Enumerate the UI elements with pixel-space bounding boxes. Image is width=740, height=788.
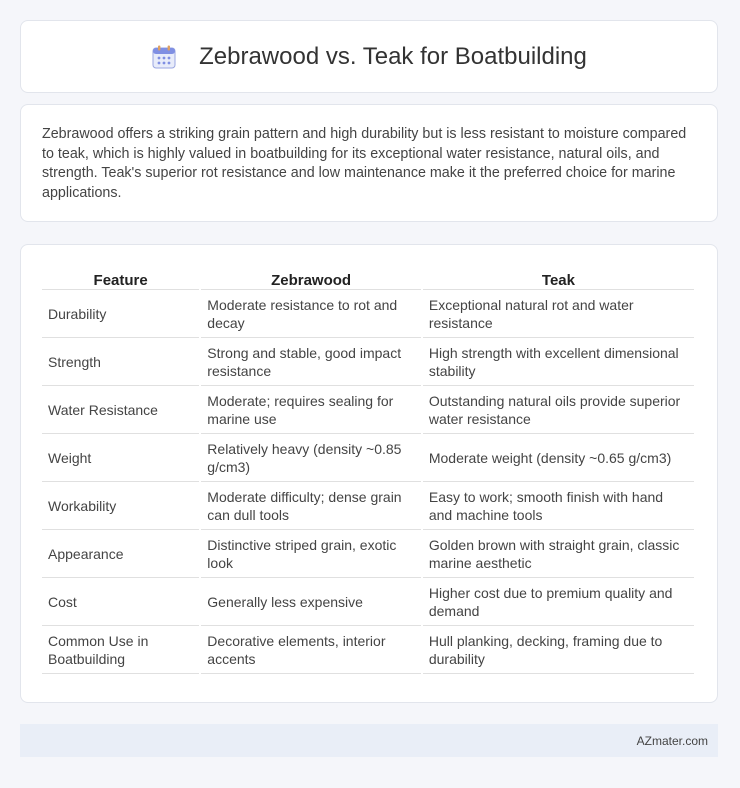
feature-cell: Weight (42, 434, 199, 482)
teak-cell: Golden brown with straight grain, classic marine aesthetic (423, 530, 694, 578)
summary-text: Zebrawood offers a striking grain pattern and high durability but is less resistant to moisture compared to teak, which is highly valued in boatbuilding for its exceptional water resistance, natural oils, and strength. Teak's superior rot resistance and low maintenance make it the preferred choice for marine applications. (42, 126, 687, 201)
table-row (42, 338, 694, 386)
summary-card (20, 104, 718, 222)
footer (20, 724, 718, 757)
teak-cell: Easy to work; smooth finish with hand and machine tools (423, 482, 694, 530)
feature-cell: Appearance (42, 530, 199, 578)
feature-cell: Cost (42, 578, 199, 626)
calendar-icon (151, 44, 177, 70)
feature-cell: Workability (42, 482, 199, 530)
feature-cell: Water Resistance (42, 386, 199, 434)
comparison-table-card (20, 244, 718, 703)
feature-cell: Durability (42, 290, 199, 338)
footer-source: AZmater.com (636, 733, 708, 748)
table-row (42, 434, 694, 482)
feature-cell: Strength (42, 338, 199, 386)
teak-cell: Moderate weight (density ~0.65 g/cm3) (423, 434, 694, 482)
teak-cell: High strength with excellent dimensional stability (423, 338, 694, 386)
table-row (42, 386, 694, 434)
zebrawood-cell: Moderate; requires sealing for marine use (201, 386, 421, 434)
feature-cell: Common Use in Boatbuilding (42, 626, 199, 674)
zebrawood-cell: Decorative elements, interior accents (201, 626, 421, 674)
header-zebrawood: Zebrawood (201, 265, 421, 290)
comparison-table (40, 265, 696, 674)
table-row (42, 482, 694, 530)
table-row (42, 578, 694, 626)
zebrawood-cell: Distinctive striped grain, exotic look (201, 530, 421, 578)
table-row (42, 530, 694, 578)
zebrawood-cell: Relatively heavy (density ~0.85 g/cm3) (201, 434, 421, 482)
header-feature: Feature (42, 265, 199, 290)
zebrawood-cell: Moderate difficulty; dense grain can dull tools (201, 482, 421, 530)
table-row (42, 626, 694, 674)
teak-cell: Exceptional natural rot and water resistance (423, 290, 694, 338)
table-header-row (42, 265, 694, 290)
table-row (42, 290, 694, 338)
header-teak: Teak (423, 265, 694, 290)
zebrawood-cell: Generally less expensive (201, 578, 421, 626)
teak-cell: Hull planking, decking, framing due to durability (423, 626, 694, 674)
zebrawood-cell: Moderate resistance to rot and decay (201, 290, 421, 338)
teak-cell: Higher cost due to premium quality and demand (423, 578, 694, 626)
page-title: Zebrawood vs. Teak for Boatbuilding (199, 42, 587, 70)
zebrawood-cell: Strong and stable, good impact resistance (201, 338, 421, 386)
title-card (20, 20, 718, 93)
teak-cell: Outstanding natural oils provide superior water resistance (423, 386, 694, 434)
